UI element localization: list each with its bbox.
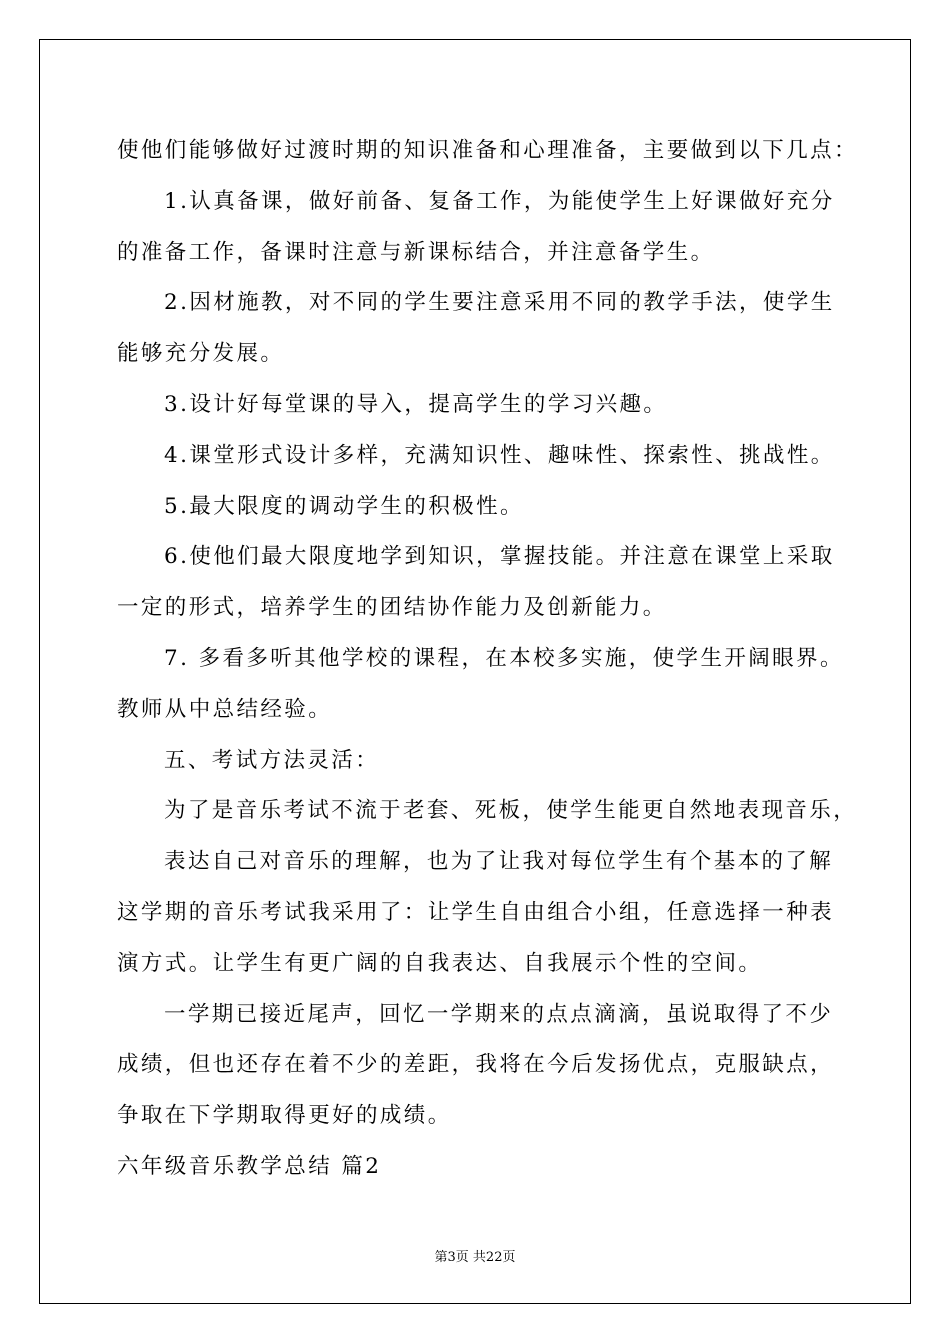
text-line: 4.课堂形式设计多样，充满知识性、趣味性、探索性、挑战性。 [164, 442, 835, 468]
text-line: 成绩，但也还存在着不少的差距，我将在今后发扬优点，克服缺点， [117, 1052, 835, 1078]
text-line: 一学期已接近尾声，回忆一学期来的点点滴滴，虽说取得了不少 [164, 1001, 834, 1027]
text-line: 7. 多看多听其他学校的课程，在本校多实施，使学生开阔眼界。 [164, 645, 844, 671]
text-line: 使他们能够做好过渡时期的知识准备和心理准备，主要做到以下几点： [117, 138, 858, 163]
text-line: 6.使他们最大限度地学到知识，掌握技能。并注意在课堂上采取 [164, 544, 835, 570]
page-number-footer: 第3页 共22页 [434, 1250, 516, 1265]
document-body [117, 126, 857, 1193]
text-line: 这学期的音乐考试我采用了：让学生自由组合小组，任意选择一种表 [117, 899, 835, 925]
text-line: 六年级音乐教学总结 篇2 [117, 1153, 382, 1179]
text-line: 表达自己对音乐的理解，也为了让我对每位学生有个基本的了解 [164, 849, 834, 875]
text-line: 演方式。让学生有更广阔的自我表达、自我展示个性的空间。 [117, 950, 763, 976]
text-line: 教师从中总结经验。 [117, 696, 333, 722]
text-line: 五、考试方法灵活： [164, 747, 380, 773]
text-line: 1.认真备课，做好前备、复备工作，为能使学生上好课做好充分 [164, 188, 835, 214]
text-line: 能够充分发展。 [117, 341, 285, 367]
text-line: 3.设计好每堂课的导入，提高学生的学习兴趣。 [164, 391, 668, 417]
text-line: 5.最大限度的调动学生的积极性。 [164, 493, 524, 519]
text-line: 的准备工作，备课时注意与新课标结合，并注意备学生。 [117, 239, 715, 265]
text-line: 2.因材施教，对不同的学生要注意采用不同的教学手法，使学生 [164, 290, 835, 316]
text-line: 争取在下学期取得更好的成绩。 [117, 1103, 452, 1129]
text-line: 为了是音乐考试不流于老套、死板，使学生能更自然地表现音乐， [164, 798, 858, 824]
text-line: 一定的形式，培养学生的团结协作能力及创新能力。 [117, 595, 667, 621]
